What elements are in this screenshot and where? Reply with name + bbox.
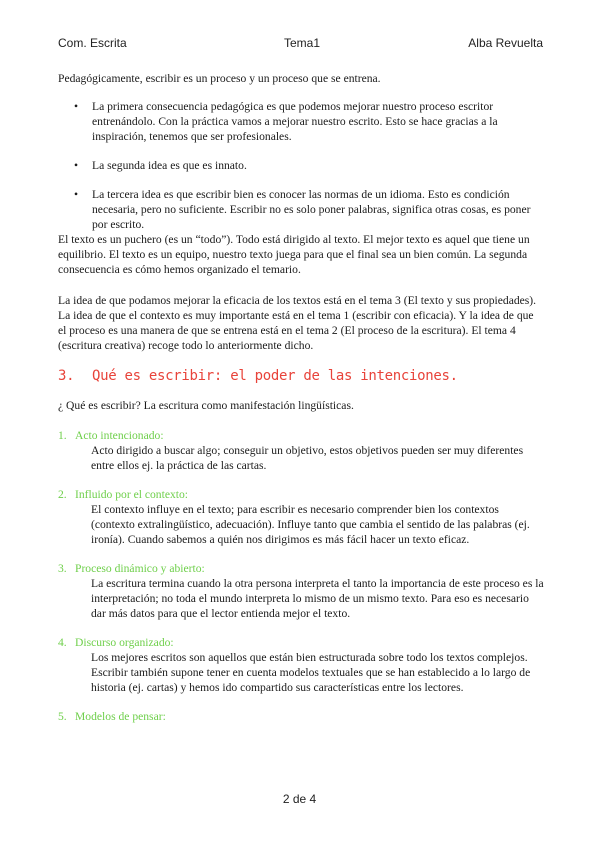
- header-author: Alba Revuelta: [468, 36, 543, 50]
- body-paragraph: El texto es un puchero (es un “todo”). Todo está dirigido al texto. El mejor texto es aquel que tiene un equilibrio. El texto es un equipo, nuestro texto juega para que el final sea un bien común. La segunda consecuencia es cómo hemos organizado el temario.: [58, 233, 530, 276]
- bullet-item: [58, 187, 544, 232]
- intro-paragraph: Pedagógicamente, escribir es un proceso y un proceso que se entrena.: [58, 72, 381, 85]
- header-course: Com. Escrita: [58, 36, 127, 50]
- header-topic: Tema1: [284, 36, 321, 50]
- item-title: 1. Acto intencionado:: [58, 429, 164, 442]
- bullet-icon: •: [74, 188, 79, 201]
- bullet-list: [58, 99, 544, 232]
- numbered-item: [58, 709, 544, 724]
- bullet-text: La tercera idea es que escribir bien es conocer las normas de un idioma. Esto es condición necesaria, pero no suficiente. Escribir no es solo poner palabras, significa otras cosas, es poner por escrito.: [92, 188, 531, 231]
- item-title: 5. Modelos de pensar:: [58, 710, 166, 723]
- item-title: 3. Proceso dinámico y abierto:: [58, 562, 205, 575]
- body-paragraph: La idea de que podamos mejorar la eficacia de los textos está en el tema 3 (El texto y sus propiedades). La idea de que el contexto es muy importante está en el tema 1 (escribir con eficacia). Y la idea de que el proceso es una manera de que se entrena está en el tema 2 (El proceso de la escritura). El tema 4 (escritura creativa) recoge todo lo anteriormente dicho.: [58, 294, 537, 352]
- item-body: Los mejores escritos son aquellos que están bien estructurada sobre todo los textos complejos. Escribir también supone tener en cuenta modelos textuales que se han establecido a lo largo de historia (ej. cartas) y hemos ido compartido sus características entre los lectores.: [91, 651, 531, 694]
- page-content: [58, 71, 544, 738]
- bullet-text: La primera consecuencia pedagógica es que podemos mejorar nuestro proceso escritor entrenándolo. Con la práctica vamos a mejorar nuestro escrito. Esto se hace gracias a la inspiración, tenemos que ser profesionales.: [92, 100, 498, 143]
- question-line: ¿ Qué es escribir? La escritura como manifestación lingüísticas.: [58, 399, 354, 412]
- item-title: 4. Discurso organizado:: [58, 636, 174, 649]
- bullet-icon: •: [74, 159, 79, 172]
- bullet-icon: •: [74, 100, 79, 113]
- bullet-item: [58, 158, 544, 173]
- item-body: El contexto influye en el texto; para escribir es necesario comprender bien los contextos (contexto extralingüístico, adecuación). Influye tanto que cambia el sentido de las palabras (ej. ironía). Cuando sabemos a quién nos dirigimos es más fácil hacer un texto eficaz.: [91, 503, 530, 546]
- numbered-item: [58, 428, 544, 473]
- item-title: 2. Influido por el contexto:: [58, 488, 189, 501]
- numbered-item: [58, 635, 544, 695]
- page-number: 2 de 4: [282, 792, 317, 806]
- numbered-item: [58, 561, 544, 621]
- section-number: 3.: [58, 368, 75, 384]
- item-body: Acto dirigido a buscar algo; conseguir un objetivo, estos objetivos pueden ser muy diferentes entre ellos ej. la práctica de las cartas.: [91, 444, 524, 472]
- bullet-item: [58, 99, 544, 144]
- numbered-item: [58, 487, 544, 547]
- item-body: La escritura termina cuando la otra persona interpreta el tanto la importancia de este proceso es la interpretación; no toda el mundo interpreta lo mismo de un mismo texto. Para eso es necesario dar más datos para que el lector entienda mejor el texto.: [91, 577, 544, 620]
- section-title: Qué es escribir: el poder de las intenciones.: [92, 368, 458, 384]
- bullet-text: La segunda idea es que es innato.: [92, 159, 247, 172]
- section-heading: [58, 369, 544, 384]
